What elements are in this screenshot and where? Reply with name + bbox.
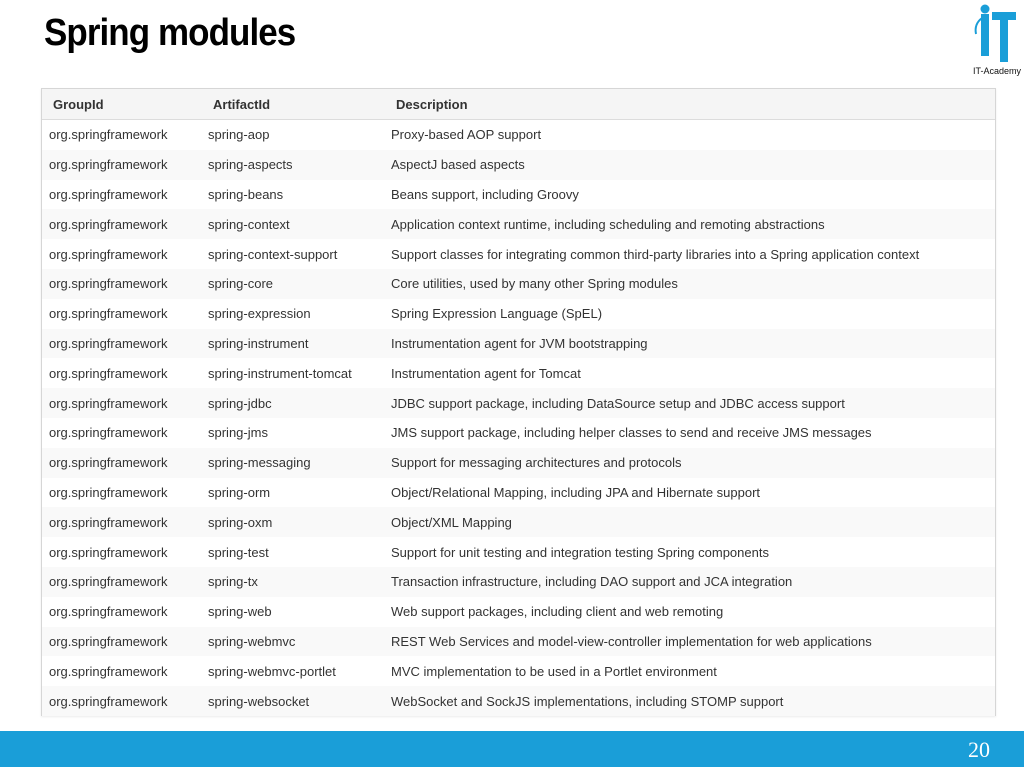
cell-groupid: org.springframework [42, 120, 208, 150]
header-groupid: GroupId [42, 89, 208, 120]
cell-description: Spring Expression Language (SpEL) [391, 299, 995, 329]
cell-artifactid: spring-expression [208, 299, 391, 329]
it-academy-logo [970, 4, 1024, 84]
cell-groupid: org.springframework [42, 358, 208, 388]
cell-description: AspectJ based aspects [391, 150, 995, 180]
cell-artifactid: spring-test [208, 537, 391, 567]
cell-description: REST Web Services and model-view-controller implementation for web applications [391, 627, 995, 657]
cell-groupid: org.springframework [42, 507, 208, 537]
table-row [42, 299, 995, 329]
slide-title: Spring modules [44, 12, 296, 54]
cell-artifactid: spring-webmvc [208, 627, 391, 657]
logo-mark-icon [970, 4, 1024, 66]
cell-description: WebSocket and SockJS implementations, including STOMP support [391, 686, 995, 716]
cell-groupid: org.springframework [42, 239, 208, 269]
cell-artifactid: spring-orm [208, 478, 391, 508]
table-header-row [42, 89, 995, 120]
table-row [42, 627, 995, 657]
table-body [42, 120, 995, 716]
cell-groupid: org.springframework [42, 150, 208, 180]
cell-groupid: org.springframework [42, 418, 208, 448]
page-number: 20 [968, 737, 990, 762]
table-row [42, 180, 995, 210]
cell-groupid: org.springframework [42, 180, 208, 210]
cell-description: Instrumentation agent for JVM bootstrapping [391, 329, 995, 359]
cell-description: Support classes for integrating common third-party libraries into a Spring application context [391, 239, 995, 269]
cell-artifactid: spring-websocket [208, 686, 391, 716]
table-row [42, 209, 995, 239]
cell-groupid: org.springframework [42, 209, 208, 239]
cell-groupid: org.springframework [42, 448, 208, 478]
cell-artifactid: spring-beans [208, 180, 391, 210]
table-row [42, 567, 995, 597]
cell-artifactid: spring-jms [208, 418, 391, 448]
table-row [42, 478, 995, 508]
cell-groupid: org.springframework [42, 299, 208, 329]
cell-description: Support for unit testing and integration testing Spring components [391, 537, 995, 567]
cell-artifactid: spring-core [208, 269, 391, 299]
cell-artifactid: spring-webmvc-portlet [208, 656, 391, 686]
cell-artifactid: spring-context-support [208, 239, 391, 269]
cell-description: Application context runtime, including scheduling and remoting abstractions [391, 209, 995, 239]
table-row [42, 537, 995, 567]
header-description: Description [391, 89, 995, 120]
modules-table-frame [41, 88, 996, 716]
cell-groupid: org.springframework [42, 269, 208, 299]
cell-groupid: org.springframework [42, 478, 208, 508]
table-row [42, 686, 995, 716]
table-row [42, 656, 995, 686]
cell-artifactid: spring-messaging [208, 448, 391, 478]
table-row [42, 388, 995, 418]
table-row [42, 507, 995, 537]
cell-groupid: org.springframework [42, 656, 208, 686]
cell-description: Object/XML Mapping [391, 507, 995, 537]
table-row [42, 418, 995, 448]
cell-artifactid: spring-aspects [208, 150, 391, 180]
footer-bar [0, 731, 1024, 767]
cell-artifactid: spring-context [208, 209, 391, 239]
cell-description: Proxy-based AOP support [391, 120, 995, 150]
cell-description: Transaction infrastructure, including DAO support and JCA integration [391, 567, 995, 597]
table-row [42, 120, 995, 150]
cell-groupid: org.springframework [42, 627, 208, 657]
cell-artifactid: spring-instrument-tomcat [208, 358, 391, 388]
cell-description: Beans support, including Groovy [391, 180, 995, 210]
cell-description: JMS support package, including helper classes to send and receive JMS messages [391, 418, 995, 448]
cell-artifactid: spring-web [208, 597, 391, 627]
modules-table [42, 89, 995, 716]
logo-text: IT-Academy [972, 66, 1021, 76]
cell-description: Web support packages, including client and web remoting [391, 597, 995, 627]
cell-description: Instrumentation agent for Tomcat [391, 358, 995, 388]
cell-description: JDBC support package, including DataSource setup and JDBC access support [391, 388, 995, 418]
table-row [42, 358, 995, 388]
cell-description: Object/Relational Mapping, including JPA and Hibernate support [391, 478, 995, 508]
cell-artifactid: spring-aop [208, 120, 391, 150]
cell-artifactid: spring-jdbc [208, 388, 391, 418]
table-row [42, 597, 995, 627]
cell-groupid: org.springframework [42, 567, 208, 597]
cell-artifactid: spring-oxm [208, 507, 391, 537]
table-row [42, 239, 995, 269]
cell-groupid: org.springframework [42, 329, 208, 359]
cell-groupid: org.springframework [42, 597, 208, 627]
cell-groupid: org.springframework [42, 388, 208, 418]
cell-description: MVC implementation to be used in a Portlet environment [391, 656, 995, 686]
table-row [42, 269, 995, 299]
cell-description: Core utilities, used by many other Spring modules [391, 269, 995, 299]
table-row [42, 329, 995, 359]
table-row [42, 150, 995, 180]
cell-groupid: org.springframework [42, 686, 208, 716]
cell-artifactid: spring-instrument [208, 329, 391, 359]
header-artifactid: ArtifactId [208, 89, 391, 120]
cell-description: Support for messaging architectures and protocols [391, 448, 995, 478]
cell-groupid: org.springframework [42, 537, 208, 567]
table-row [42, 448, 995, 478]
cell-artifactid: spring-tx [208, 567, 391, 597]
